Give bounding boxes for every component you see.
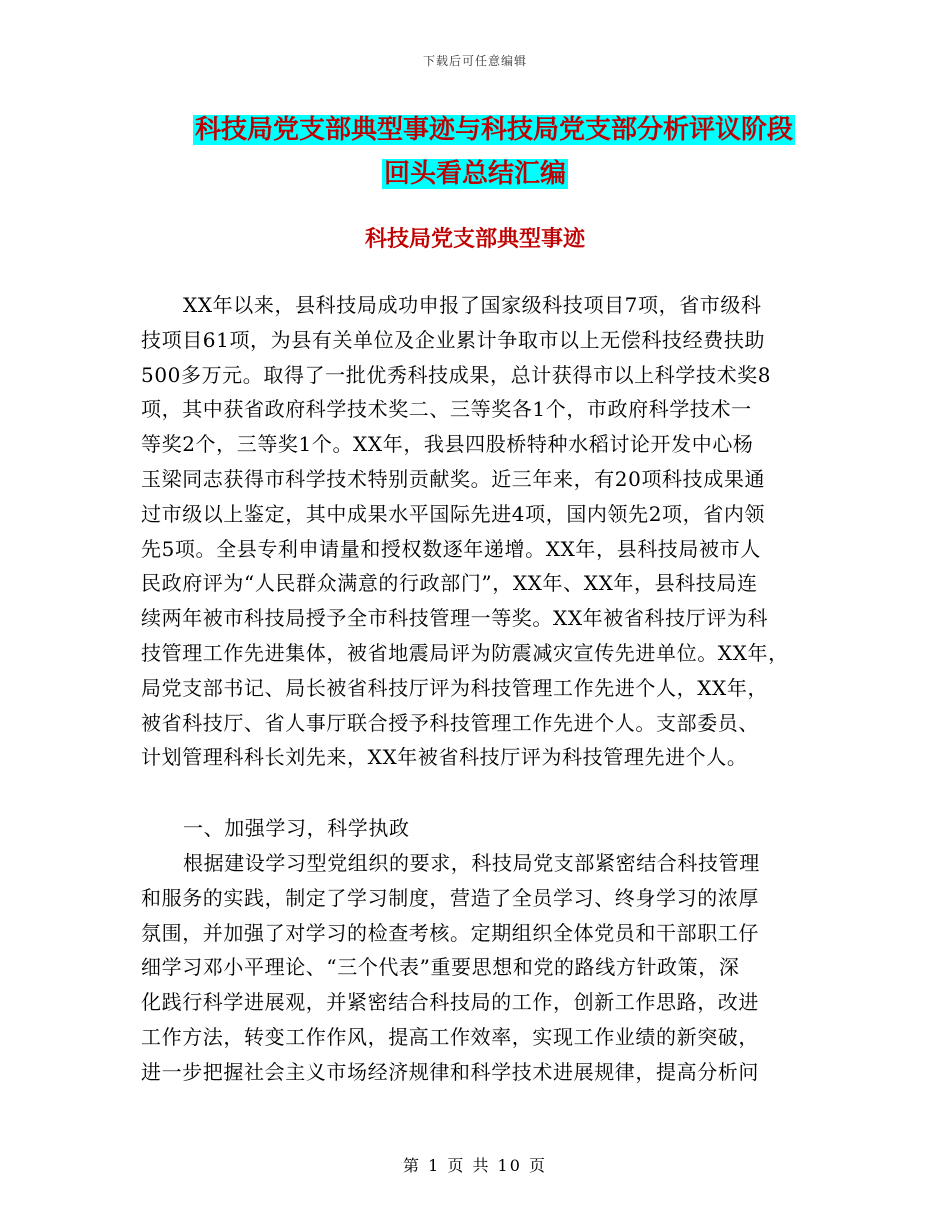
text-line: 被省科技厅、省人事厅联合授予科技管理工作先进个人。支部委员、	[141, 710, 759, 735]
text-line: 氛围，并加强了对学习的检查考核。定期组织全体党员和干部职工仔	[141, 920, 759, 945]
title-highlight: 回头看总结汇编	[383, 159, 566, 189]
paragraph-1	[141, 288, 813, 775]
text-line: 项，其中获省政府科学技术奖二、三等奖各1个，市政府科学技术一	[141, 397, 752, 422]
text-line: 技项目61项，为县有关单位及企业累计争取市以上无偿科技经费扶助	[141, 327, 766, 352]
title-highlight: 科技局党支部典型事迹与科技局党支部分析评议阶段	[194, 115, 793, 145]
text-line: 等奖2个，三等奖1个。XX年，我县四股桥特种水稻讨论开发中心杨	[141, 432, 754, 457]
document-title-line-1	[0, 111, 950, 149]
subheading: 一、加强学习，科学执政	[183, 816, 410, 840]
text-line: 进一步把握社会主义市场经济规律和科学技术进展规律，提高分析问	[141, 1059, 759, 1084]
text-line: 续两年被市科技局授予全市科技管理一等奖。XX年被省科技厅评为科	[141, 606, 769, 631]
text-line: XX年以来，县科技局成功申报了国家级科技项目7项，省市级科	[183, 293, 762, 317]
text-line: 技管理工作先进集体，被省地震局评为防震减灾宣传先进单位。XX年，	[141, 640, 789, 665]
heading-1	[141, 811, 813, 846]
section-title: 科技局党支部典型事迹	[364, 226, 585, 252]
header-note: 下载后可任意编辑	[422, 54, 527, 68]
text-line: 500多万元。取得了一批优秀科技成果，总计获得市以上科学技术奖8	[141, 362, 772, 387]
text-line: 玉梁同志获得市科学技术特别贡献奖。近三年来，有20项科技成果通	[141, 466, 766, 491]
page-footer: 第 1 页 共 10 页	[403, 1156, 547, 1175]
text-line: 根据建设学习型党组织的要求，科技局党支部紧密结合科技管理	[183, 851, 760, 875]
paragraph-2	[141, 846, 813, 1090]
document-title-line-2	[0, 155, 950, 193]
text-line: 细学习邓小平理论、“三个代表”重要思想和党的路线方针政策，深	[141, 955, 740, 980]
text-line: 先5项。全县专利申请量和授权数逐年递增。XX年，县科技局被市人	[141, 536, 761, 561]
text-line: 民政府评为“人民群众满意的行政部门”，XX年、XX年，县科技局连	[141, 571, 758, 596]
text-line: 过市级以上鉴定，其中成果水平国际先进4项，国内领先2项，省内领	[141, 501, 766, 526]
text-line: 工作方法，转变工作作风，提高工作效率，实现工作业绩的新突破，	[141, 1024, 759, 1049]
text-line: 化践行科学进展观，并紧密结合科技局的工作，创新工作思路，改进	[141, 990, 759, 1015]
text-line: 局党支部书记、局长被省科技厅评为科技管理工作先进个人，XX年，	[141, 675, 769, 700]
text-line: 计划管理科科长刘先来，XX年被省科技厅评为科技管理先进个人。	[141, 745, 748, 770]
text-line: 和服务的实践，制定了学习制度，营造了全员学习、终身学习的浓厚	[141, 885, 759, 910]
